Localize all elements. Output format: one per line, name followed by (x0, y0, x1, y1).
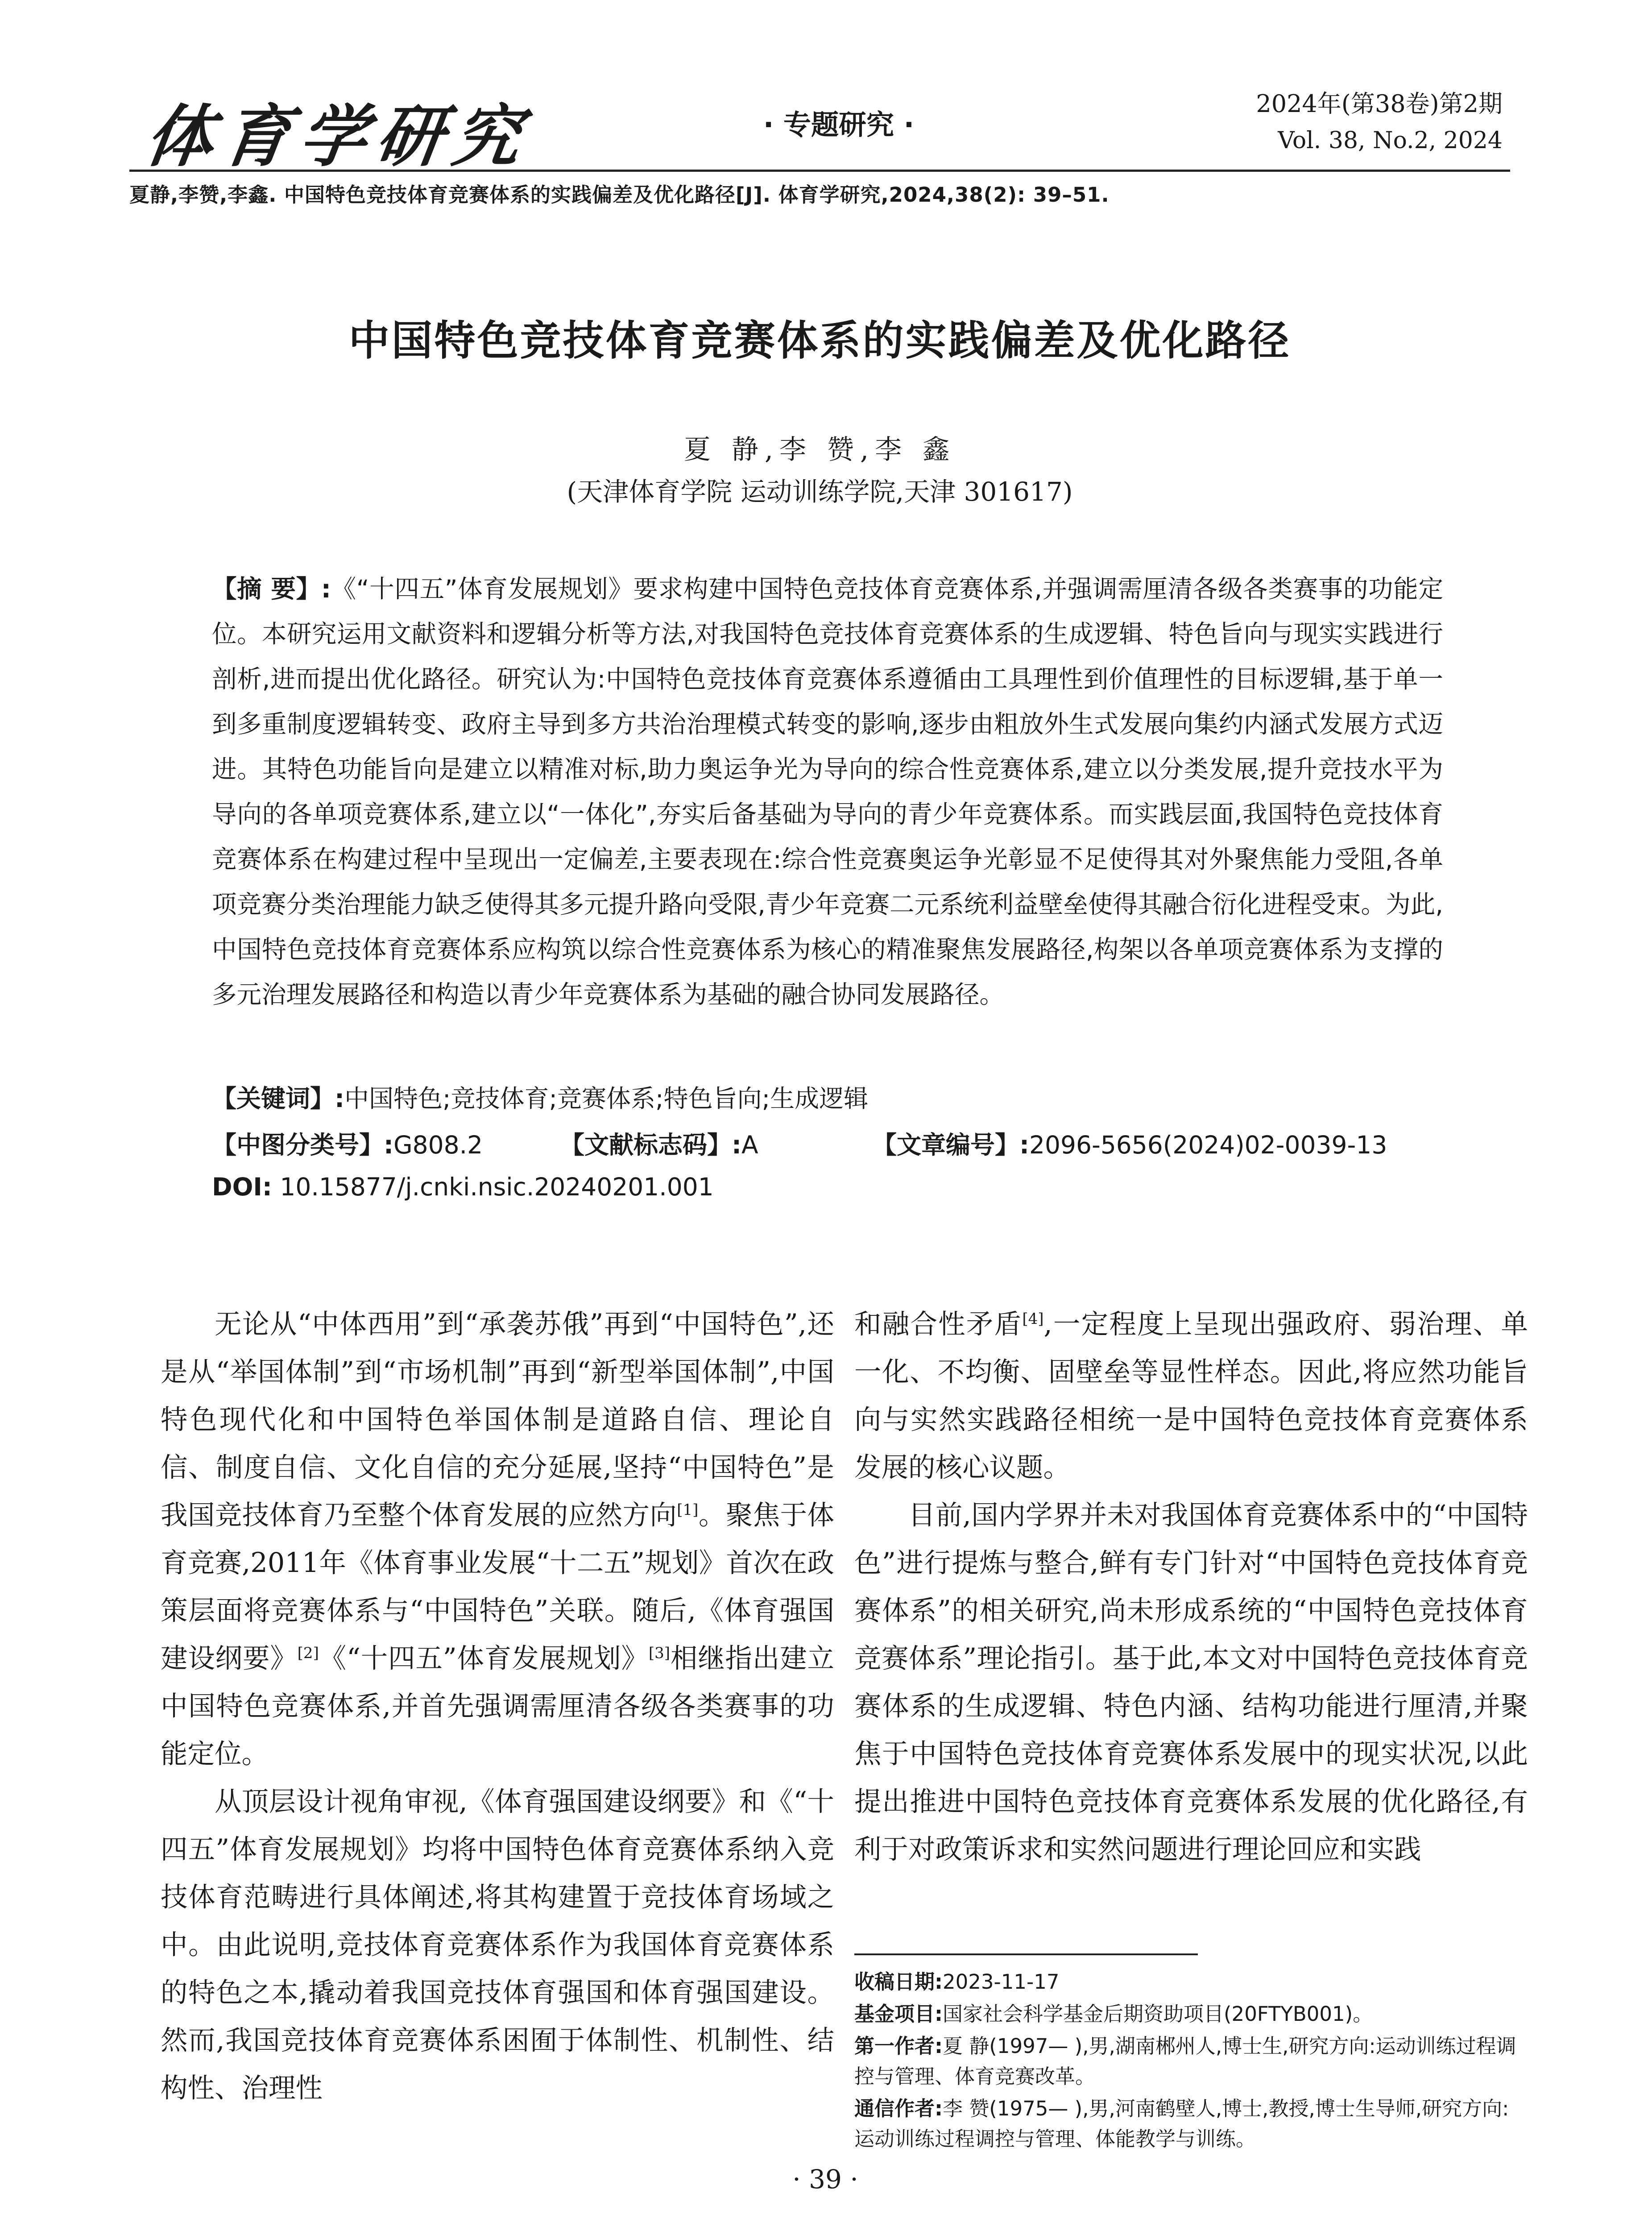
footnote-text: 国家社会科学基金后期资助项目(20FTYB001)。 (943, 2002, 1373, 2026)
page-number: · 39 · (792, 2164, 858, 2194)
footnote-corresponding-author (854, 2094, 1528, 2154)
body-paragraph: 目前,国内学界并未对我国体育竞赛体系中的“中国特色”进行提炼与整合,鲜有专门针对“中国特色竞技体育竞赛体系”的相关研究,尚未形成系统的“中国特色竞技体育竞赛体系”理论指引。基于此,本文对中国特色竞技体育竞赛体系的生成逻辑、特色内涵、结构功能进行厘清,并聚焦于中国特色竞技体育竞赛体系发展中的现实状况,以此提出推进中国特色竞技体育竞赛体系发展的优化路径,有利于对政策诉求和实然问题进行理论回应和实践 (854, 1500, 1528, 1865)
body-column-left (161, 1301, 834, 2112)
section-label: · 专题研究 · (763, 108, 915, 141)
abstract-label: 【摘 要】: (212, 575, 331, 604)
body-text: ,一定程度上呈现出强政府、弱治理、单一化、不均衡、固壁垒等显性样态。因此,将应然功能旨向与实然实践路径相统一是中国特色竞技体育竞赛体系发展的核心议题。 (854, 1309, 1528, 1483)
affiliation: (天津体育学院 运动训练学院,天津 301617) (567, 477, 1073, 507)
reference-marker: [1] (677, 1501, 699, 1519)
body-column-right (854, 1301, 1528, 1874)
body-paragraph (161, 1301, 834, 1778)
body-text: 无论从“中体西用”到“承袭苏俄”再到“中国特色”,还是从“举国体制”到“市场机制”再到“新型举国体制”,中国特色现代化和中国特色举国体制是道路自信、理论自信、制度自信、文化自信的充分延展,坚持“中国特色”是我国竞技体育乃至整个体育发展的应然方向 (161, 1309, 834, 1531)
footnote-received (854, 1967, 1528, 1997)
body-text: 和融合性矛盾 (854, 1309, 1023, 1340)
reference-marker: [3] (648, 1644, 671, 1662)
keywords-text: 中国特色;竞技体育;竞赛体系;特色旨向;生成逻辑 (344, 1084, 869, 1113)
journal-logo: 体育学研究 (141, 97, 536, 176)
classification-line (212, 1125, 1443, 1161)
footnote-rule (854, 1953, 1198, 1955)
doi-line (212, 1173, 1443, 1201)
footnote-label: 第一作者: (854, 2034, 943, 2058)
keywords-label: 【关键词】: (212, 1084, 344, 1113)
body-text: 《“十四五”体育发展规划》 (319, 1643, 649, 1674)
issue-info-en: Vol. 38, No.2, 2024 (1278, 127, 1503, 154)
doc-code-label: 【文献标志码】: (560, 1131, 741, 1159)
body-paragraph: 从顶层设计视角审视,《体育强国建设纲要》和《“十四五”体育发展规划》均将中国特色体育竞赛体系纳入竞技体育范畴进行具体阐述,将其构建置于竞技体育场域之中。由此说明,竞技体育竞赛体系作为我国体育竞赛体系的特色之本,撬动着我国竞技体育强国和体育强国建设。然而,我国竞技体育竞赛体系困囿于体制性、机制性、结构性、治理性 (161, 1786, 834, 2104)
footnote-text: 2023-11-17 (943, 1970, 1060, 1994)
author-list: 夏 静,李 赞,李 鑫 (683, 434, 956, 465)
issue-info-cn: 2024年(第38卷)第2期 (1256, 90, 1503, 118)
doc-code-value: A (741, 1131, 758, 1159)
reference-marker: [2] (297, 1644, 319, 1662)
footnote-label: 通信作者: (854, 2097, 943, 2120)
body-text: 。聚焦于体育竞赛,2011年《体育事业发展“十二五”规划》首次在政策层面将竞赛体系与“中国特色”关联。随后,《体育强国建设纲要》 (161, 1500, 835, 1674)
footnote-text: 夏 静(1997— ),男,湖南郴州人,博士生,研究方向:运动训练过程调控与管理、体育竞赛改革。 (854, 2034, 1516, 2088)
doi-value: 10.15877/j.cnki.nsic.20240201.001 (280, 1173, 714, 1201)
paper-title: 中国特色竞技体育竞赛体系的实践偏差及优化路径 (348, 317, 1291, 365)
article-number-value: 2096-5656(2024)02-0039-13 (1029, 1131, 1387, 1159)
body-paragraph (854, 1301, 1528, 1492)
article-number-label: 【文章编号】: (872, 1131, 1029, 1159)
citation-line: 夏静,李赞,李鑫. 中国特色竞技体育竞赛体系的实践偏差及优化路径[J]. 体育学研究,2024,38(2): 39–51. (129, 183, 1110, 207)
reference-marker: [4] (1022, 1310, 1044, 1328)
body-text: 相继指出建立中国特色竞赛体系,并首先强调需厘清各级各类赛事的功能定位。 (161, 1643, 835, 1770)
footnote-fund (854, 1999, 1528, 2029)
abstract (212, 567, 1443, 1017)
doi-label: DOI: (212, 1173, 272, 1201)
footnote-first-author (854, 2031, 1528, 2092)
footnotes (854, 1967, 1528, 2156)
header-rule (129, 170, 1510, 172)
clc-label: 【中图分类号】: (212, 1131, 393, 1159)
abstract-text: 《“十四五”体育发展规划》要求构建中国特色竞技体育竞赛体系,并强调需厘清各级各类赛事的功能定位。本研究运用文献资料和逻辑分析等方法,对我国特色竞技体育竞赛体系的生成逻辑、特色旨向与现实实践进行剖析,进而提出优化路径。研究认为:中国特色竞技体育竞赛体系遵循由工具理性到价值理性的目标逻辑,基于单一到多重制度逻辑转变、政府主导到多方共治治理模式转变的影响,逐步由粗放外生式发展向集约内涵式发展方式迈进。其特色功能旨向是建立以精准对标,助力奥运争光为导向的综合性竞赛体系,建立以分类发展,提升竞技水平为导向的各单项竞赛体系,建立以“一体化”,夯实后备基础为导向的青少年竞赛体系。而实践层面,我国特色竞技体育竞赛体系在构建过程中呈现出一定偏差,主要表现在:综合性竞赛奥运争光彰显不足使得其对外聚焦能力受阻,各单项竞赛分类治理能力缺乏使得其多元提升路向受限,青少年竞赛二元系统利益壁垒使得其融合衍化进程受束。为此,中国特色竞技体育竞赛体系应构筑以综合性竞赛体系为核心的精准聚焦发展路径,构架以各单项竞赛体系为支撑的多元治理发展路径和构造以青少年竞赛体系为基础的融合协同发展路径。 (212, 575, 1443, 1009)
clc-value: G808.2 (393, 1131, 483, 1159)
keywords (212, 1079, 1443, 1114)
footnote-text: 李 赞(1975— ),男,河南鹤壁人,博士,教授,博士生导师,研究方向:运动训练过程调控与管理、体能教学与训练。 (854, 2097, 1509, 2151)
footnote-label: 基金项目: (854, 2002, 943, 2026)
footnote-label: 收稿日期: (854, 1970, 943, 1994)
